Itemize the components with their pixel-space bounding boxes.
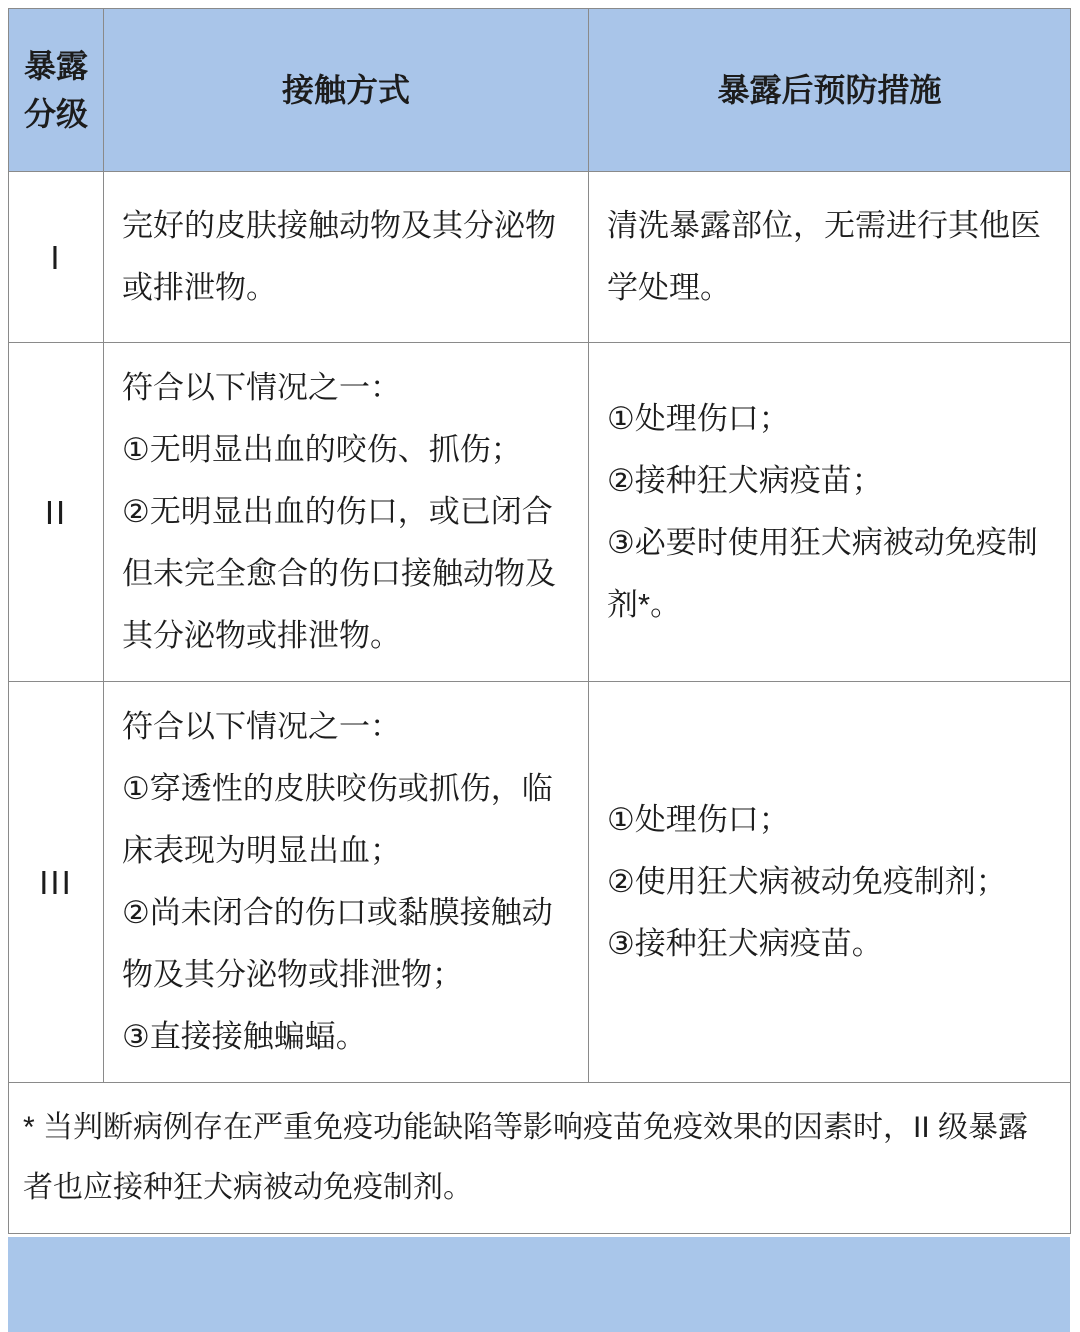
contact-intro: 符合以下情况之一： [122, 709, 401, 744]
level-1-contact [104, 172, 589, 343]
footnote-row [9, 1083, 1071, 1234]
table-row-level-3 [9, 682, 1071, 1083]
level-3-prevention [589, 682, 1071, 1083]
level-1-prevention [589, 172, 1071, 343]
level-2-label: II [9, 343, 104, 682]
level-1-label: I [9, 172, 104, 343]
contact-item-3: ③直接接触蝙蝠。 [122, 1019, 367, 1054]
prevention-item-3: ③必要时使用狂犬病被动免疫制剂*。 [607, 525, 1038, 622]
prevention-item-2: ②接种狂犬病疫苗； [607, 463, 883, 498]
prevention-text: 清洗暴露部位，无需进行其他医学处理。 [607, 208, 1041, 305]
table-row-level-1 [9, 172, 1071, 343]
header-row [9, 9, 1071, 172]
contact-item-1: ①穿透性的皮肤咬伤或抓伤，临床表现为明显出血； [122, 771, 553, 868]
contact-item-2: ②尚未闭合的伤口或黏膜接触动物及其分泌物或排泄物； [122, 895, 553, 992]
header-post-exposure-prevention: 暴露后预防措施 [589, 9, 1071, 172]
rabies-exposure-table [8, 8, 1071, 1234]
prevention-item-3: ③接种狂犬病疫苗。 [607, 926, 883, 961]
level-3-label: III [9, 682, 104, 1083]
contact-item-2: ②无明显出血的伤口，或已闭合但未完全愈合的伤口接触动物及其分泌物或排泄物。 [122, 494, 556, 653]
header-exposure-level: 暴露分级 [9, 9, 104, 172]
table-row-level-2 [9, 343, 1071, 682]
prevention-item-2: ②使用狂犬病被动免疫制剂； [607, 864, 1007, 899]
header-contact-method: 接触方式 [104, 9, 589, 172]
footnote-text: * 当判断病例存在严重免疫功能缺陷等影响疫苗免疫效果的因素时，II 级暴露者也应接种狂犬病被动免疫制剂。 [9, 1083, 1071, 1234]
contact-text: 完好的皮肤接触动物及其分泌物或排泄物。 [122, 208, 556, 305]
prevention-item-1: ①处理伤口； [607, 401, 790, 436]
contact-item-1: ①无明显出血的咬伤、抓伤； [122, 432, 522, 467]
level-2-prevention [589, 343, 1071, 682]
contact-intro: 符合以下情况之一： [122, 370, 401, 405]
level-3-contact [104, 682, 589, 1083]
bottom-decorative-bar [8, 1237, 1070, 1332]
prevention-item-1: ①处理伤口； [607, 802, 790, 837]
level-2-contact [104, 343, 589, 682]
